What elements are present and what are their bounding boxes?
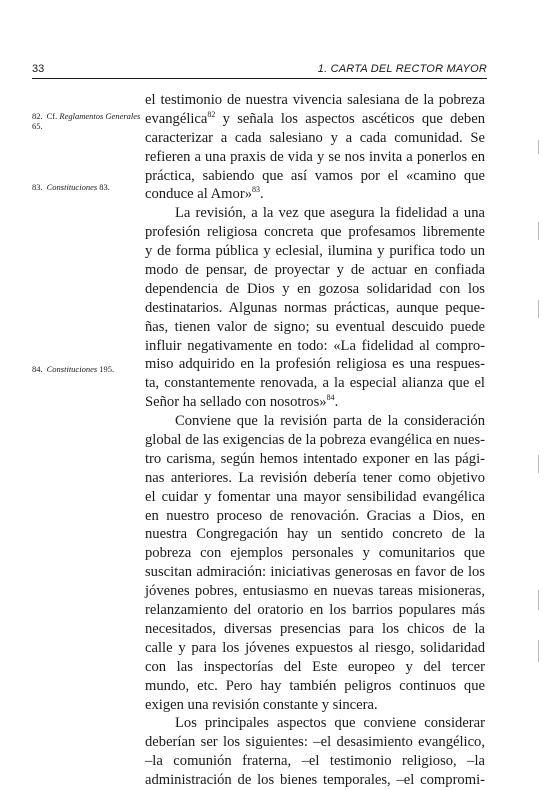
body-line [145, 129, 485, 148]
side-note-number: 84. [32, 364, 43, 374]
body-line [145, 318, 485, 337]
running-title: 1. CARTA DEL RECTOR MAYOR [317, 63, 487, 75]
body-line-text: nas anteriores. La revisión debería tener como objetivo [145, 469, 485, 486]
body-line [145, 771, 485, 790]
footnote-ref: 84 [326, 393, 335, 403]
body-line-text: refieren a una praxis de vida y se nos invita a ponerlos en [145, 148, 485, 165]
body-line [145, 185, 485, 204]
body-line [145, 337, 485, 356]
side-note-number: 83. [32, 182, 43, 192]
body-line [145, 714, 485, 733]
body-line-text: dependencia de Dios y en gozosa solidaridad con los [145, 280, 485, 297]
body-line [145, 696, 485, 715]
body-line-text: administración de los bienes temporales, –el compromi- [145, 772, 485, 789]
body-line-text: y de forma pública y eclesial, ilumina y purifica todo un [145, 243, 485, 260]
body-line-text: relanzamiento del oratorio en los barrios populares más [145, 602, 485, 619]
body-line-text: deberían ser los siguientes: –el desasimiento evangélico, [145, 734, 485, 751]
body-line [145, 242, 485, 261]
body-line [145, 469, 485, 488]
body-line [145, 507, 485, 526]
body-line-text: Conviene que la revisión parta de la consideración [175, 413, 485, 430]
header-rule [32, 78, 487, 79]
body-line-text: jóvenes pobres, entusiasmo en nuevas tareas misioneras, [145, 583, 485, 600]
body-line [145, 148, 485, 167]
body-text [145, 91, 485, 790]
scan-edge-mark [538, 590, 539, 610]
body-line [145, 525, 485, 544]
body-line-tail: . [334, 394, 339, 411]
body-line-text: global de las exigencias de la pobreza evangélica en nues- [145, 432, 485, 449]
body-line-text: nuestra Congregación hay un sentido concreto de la [145, 526, 485, 543]
body-line-tail: y señala los aspectos ascéticos que deben [215, 110, 485, 127]
body-line [145, 374, 485, 393]
body-line-text: evangélica [145, 110, 208, 127]
body-line-text: calle y para los jóvenes expuestos al riesgo, solidaridad [145, 639, 485, 656]
body-line-text: Los principales aspectos que conviene considerar [175, 715, 485, 732]
body-line-text: pobreza con ejemplos personales y comunitarios que [145, 545, 485, 562]
scan-edge-mark [538, 300, 539, 318]
body-line [145, 544, 485, 563]
body-line-text: conduce al Amor» [145, 186, 252, 203]
body-line-text: tro carisma, según hemos intentado exponer en las pági- [145, 450, 485, 467]
body-line-text: el testimonio de nuestra vivencia salesiana de la pobreza [145, 92, 485, 108]
body-line-text: miso adquirido en la profesión religiosa es una respues- [145, 356, 485, 373]
side-note-ref: 83. [97, 182, 110, 192]
side-note-work: Constituciones [46, 182, 98, 192]
body-line-text: caracterizar a cada salesiano y a cada comunidad. Se [145, 129, 485, 146]
body-line [145, 412, 485, 431]
body-line [145, 280, 485, 299]
side-note-prefix: Cf. [46, 111, 60, 121]
scan-edge-mark [538, 640, 539, 662]
body-line-text: Señor ha sellado con nosotros» [145, 394, 327, 411]
body-line-text: necesitados, diversas presencias para los chicos de la [145, 620, 485, 637]
body-line-text: La revisión, a la vez que asegura la fidelidad a una [175, 205, 485, 222]
body-line [145, 582, 485, 601]
body-line [145, 204, 485, 223]
body-line [145, 393, 485, 412]
body-line [145, 299, 485, 318]
body-line [145, 488, 485, 507]
body-line [145, 639, 485, 658]
footnote-ref: 82 [207, 109, 216, 119]
side-note-ref: 65. [32, 121, 43, 131]
body-line [145, 91, 485, 110]
body-line-text: con las inspectorías del Este europeo y del tercer [145, 658, 485, 675]
scan-edge-mark [538, 222, 539, 240]
body-line [145, 261, 485, 280]
scan-edge-mark [538, 140, 539, 154]
body-line [145, 658, 485, 677]
body-line-text: ñas, tienen valor de signo; su eventual descuido puede [145, 318, 485, 335]
body-line [145, 431, 485, 450]
body-line-text: modo de pensar, de proyectar y de actuar en confiada [145, 262, 485, 279]
body-line-text: ta, constantemente renovada, a la especial alianza que el [145, 375, 485, 392]
body-line-text: profesión religiosa concreta que profesamos libremente [145, 224, 485, 241]
footnote-ref: 83 [252, 185, 260, 195]
body-line-text: destinatarios. Algunas normas prácticas, aunque peque- [145, 299, 485, 316]
side-note-work: Reglamentos Generales [59, 111, 141, 121]
body-line-text: suscitan admiración: iniciativas generosas en favor de los [145, 564, 485, 581]
body-line-text: el cuidar y fomentar una mayor sensibilidad evangélica [145, 488, 485, 505]
body-line-text: –la comunión fraterna, –el testimonio religioso, –la [145, 753, 485, 770]
side-note-work: Constituciones [46, 364, 98, 374]
body-line [145, 223, 485, 242]
side-note-number: 82. [32, 111, 43, 121]
page-number: 33 [32, 63, 45, 75]
body-line [145, 752, 485, 771]
side-note-84 [32, 364, 142, 374]
body-line [145, 601, 485, 620]
body-line [145, 450, 485, 469]
body-line [145, 733, 485, 752]
body-line-text: influir negativamente en todo: «La fidelidad al compro- [145, 337, 485, 354]
body-line-text: exigen una revisión constante y sincera. [145, 696, 378, 713]
body-line [145, 355, 485, 374]
side-note-82 [32, 111, 142, 131]
side-note-83 [32, 182, 142, 192]
body-line-text: en nuestro proceso de renovación. Gracias a Dios, en [145, 507, 485, 524]
body-line-text: mundo, etc. Pero hay también peligros continuos que [145, 677, 485, 694]
body-line-text: práctica, sabiendo que así vamos por el «camino que [145, 167, 485, 184]
body-line-tail: . [260, 186, 264, 203]
body-line [145, 563, 485, 582]
body-line [145, 620, 485, 639]
scan-edge-mark [538, 455, 539, 473]
body-line [145, 110, 485, 129]
body-line [145, 167, 485, 186]
body-line [145, 677, 485, 696]
side-note-ref: 195. [97, 364, 115, 374]
